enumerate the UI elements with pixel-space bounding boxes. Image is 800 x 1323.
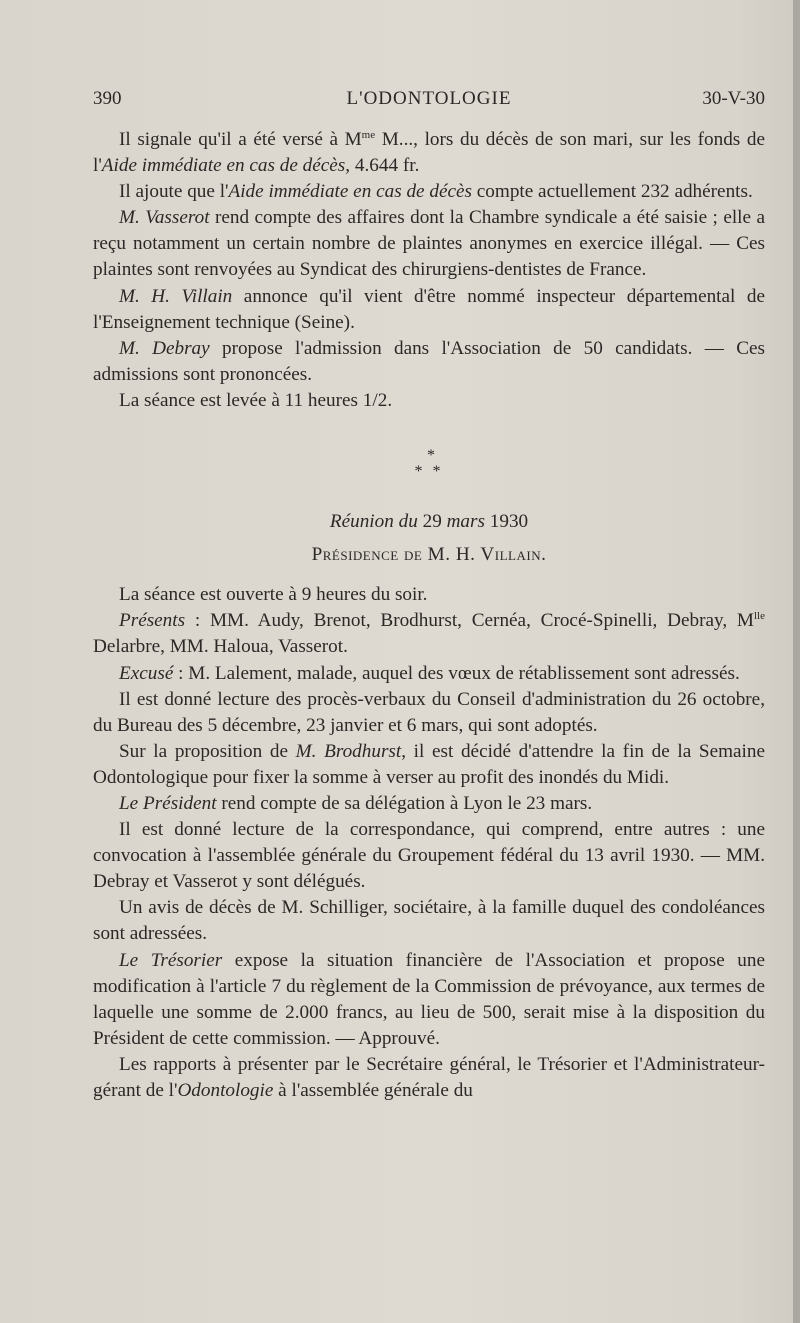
italic-text: Le Président: [119, 792, 217, 814]
text-run: propose l'admission dans l'Association de 50 candidats. — Ces admissions sont prononcées.: [93, 337, 765, 385]
italic-text: M. Debray: [119, 337, 210, 359]
text-run: annonce qu'il vient d'être nommé inspecteur départemental de l'Enseignement technique (Seine).: [93, 285, 765, 333]
text-run: Les rapports à présenter par le Secrétaire général, le Trésorier et l'Administrateur-gérant de l': [93, 1053, 765, 1101]
paragraph: [93, 388, 765, 414]
page-number: 390: [93, 88, 122, 109]
text-run: Il est donné lecture des procès-verbaux du Conseil d'administration du 26 octobre, du Bureau des 5 décembre, 23 janvier et 6 mars, qui sont adoptés.: [93, 688, 765, 736]
italic-text: Le Trésorier: [119, 949, 223, 971]
paragraph: [93, 205, 765, 283]
meeting-title-day: 29: [417, 511, 447, 533]
paragraph: [93, 336, 765, 388]
text-run: Il ajoute que l': [119, 181, 229, 203]
section-separator: * * *: [414, 447, 444, 481]
text-run: rend compte de sa délégation à Lyon le 23 mars.: [216, 792, 593, 814]
paragraph: [93, 895, 765, 947]
italic-text: Présents: [119, 610, 186, 632]
text-run: Il est donné lecture de la correspondance, qui comprend, entre autres : une convocation à l'assemblée générale du Groupement fédéral du 13 avril 1930. — MM. Debray et Vasserot y sont délégués.: [93, 819, 765, 893]
paragraph: [93, 608, 765, 660]
italic-text: Aide immédiate en cas de décès: [101, 155, 346, 177]
italic-text: Odontologie: [177, 1080, 274, 1101]
article-body: [93, 127, 765, 1104]
italic-text: Aide immédiate en cas de décès: [228, 181, 472, 203]
text-run: La séance est levée à 11 heures 1/2.: [119, 389, 393, 411]
page-edge: [793, 0, 800, 1323]
paragraph: [93, 948, 765, 1052]
text-run: La séance est ouverte à 9 heures du soir.: [119, 584, 428, 606]
meeting-title-month: mars: [446, 511, 485, 533]
paragraph: [93, 179, 765, 205]
meeting-title: [93, 509, 765, 535]
italic-text: Excusé: [119, 662, 174, 684]
superscript-text: lle: [754, 610, 765, 623]
minutes-previous-meeting: [93, 127, 765, 414]
text-run: rend compte des affaires dont la Chambre syndicale a été saisie ; elle a reçu notamment un certain nombre de plaintes anonymes en exercice illégal. — Ces plaintes sont renvoyées au Syndicat des chirurgiens-dentistes de France.: [93, 207, 765, 281]
text-run: Un avis de décès de M. Schilliger, sociétaire, à la famille duquel des condoléances sont adressées.: [93, 897, 765, 945]
meeting-title-prefix: Réunion du: [329, 511, 418, 533]
text-run: à l'assemblée générale du: [273, 1080, 473, 1101]
paragraph: [93, 739, 765, 791]
paragraph: [93, 127, 765, 179]
text-run: compte actuellement 232 adhérents.: [471, 181, 753, 203]
italic-text: M. H. Villain: [119, 285, 233, 307]
text-run: : MM. Audy, Brenot, Brodhurst, Cernéa, Crocé-Spinelli, Debray, M: [185, 610, 754, 632]
text-run: Sur la proposition de: [119, 740, 296, 762]
text-run: , 4.644 fr.: [345, 155, 420, 177]
issue-date: 30-V-30: [702, 88, 765, 109]
text-run: Delarbre, MM. Haloua, Vasserot.: [93, 636, 348, 658]
text-run: expose la situation financière de l'Association et propose une modification à l'article 7 du règlement de la Commission de prévoyance, aux termes de laquelle une somme de 2.000 francs, au lieu de 500, serait mise à la disposition du Président de cette commission. — Approuvé.: [93, 949, 765, 1049]
text-run: , il est décidé d'attendre la fin de la Semaine Odontologique pour fixer la somme à verser au profit des inondés du Midi.: [93, 740, 765, 788]
paragraph: [93, 1052, 765, 1104]
presidency-line: Présidence de M. H. Villain.: [311, 544, 547, 566]
running-header: [93, 88, 765, 112]
journal-title: L'ODONTOLOGIE: [346, 88, 512, 109]
paragraph: [93, 661, 765, 687]
meeting-title-year: 1930: [484, 511, 529, 533]
italic-text: M. Brodhurst: [295, 740, 402, 762]
text-run: Il signale qu'il a été versé à M: [119, 129, 362, 150]
paragraph: [93, 284, 765, 336]
text-run: M..., lors du décès de son mari, sur les fonds de l': [93, 129, 765, 177]
minutes-meeting-29-march: [93, 582, 765, 1104]
paragraph: [93, 817, 765, 895]
paragraph: [93, 582, 765, 608]
paragraph: [93, 687, 765, 739]
superscript-text: me: [361, 129, 376, 141]
paragraph: [93, 791, 765, 817]
text-run: : M. Lalement, malade, auquel des vœux de rétablissement sont adressés.: [173, 662, 740, 684]
italic-text: M. Vasserot: [119, 207, 210, 229]
